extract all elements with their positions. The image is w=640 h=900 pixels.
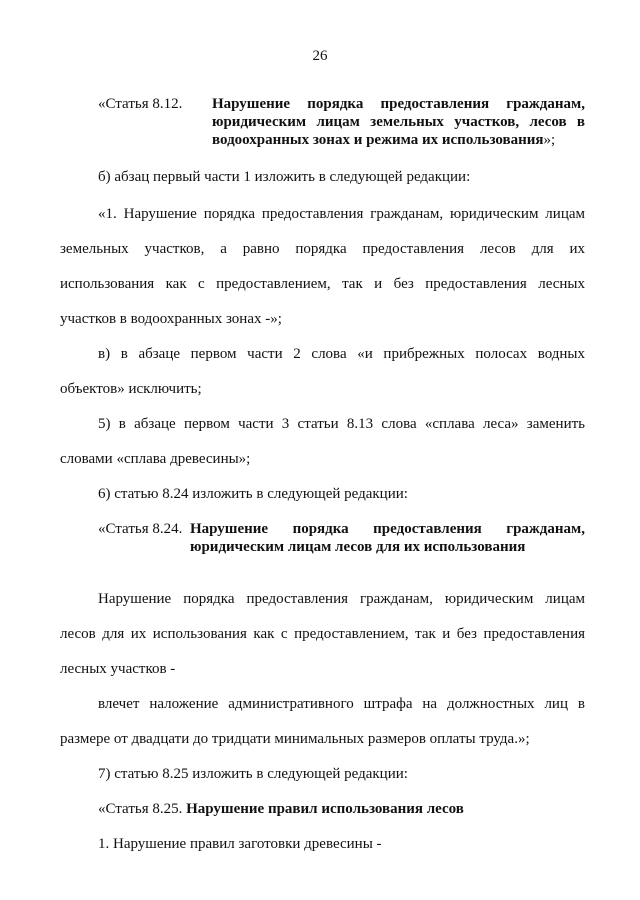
item-v-line2: объектов» исключить; xyxy=(60,381,202,397)
article-8-12-title-line2: юридическим лицам земельных участков, лесов в xyxy=(212,114,585,130)
item-b: б) абзац первый части 1 изложить в следующей редакции: xyxy=(98,169,471,185)
item-7: 7) статью 8.25 изложить в следующей редакции: xyxy=(98,766,408,782)
penalty-line2: размере от двадцати до тридцати минимальных размеров оплаты труда.»; xyxy=(60,731,530,747)
article-8-12-title-line3-bold: водоохранных зонах и режима их использования xyxy=(212,132,544,148)
penalty-line1: влечет наложение административного штрафа на должностных лиц в xyxy=(98,696,585,712)
page-number: 26 xyxy=(312,48,328,64)
para-824-line1: Нарушение порядка предоставления гражданам, юридическим лицам xyxy=(98,591,585,607)
article-8-24-title-line1: Нарушение порядка предоставления гражданам, xyxy=(190,521,585,537)
quote1-line3: использования как с предоставлением, так и без предоставления лесных xyxy=(60,276,585,292)
article-8-12-title-line1: Нарушение порядка предоставления гражданам, xyxy=(212,96,585,112)
article-8-12-title-line3-tail: »; xyxy=(543,132,556,148)
para-824-line3: лесных участков - xyxy=(60,661,176,677)
item-5-line2: словами «сплава древесины»; xyxy=(60,451,251,467)
point-1: 1. Нарушение правил заготовки древесины - xyxy=(98,836,382,852)
quote1-line2: земельных участков, а равно порядка предоставления лесов для их xyxy=(60,241,585,257)
quote1-line1: «1. Нарушение порядка предоставления гражданам, юридическим лицам xyxy=(98,206,585,222)
article-8-24-label: «Статья 8.24. xyxy=(98,521,183,537)
item-v-line1: в) в абзаце первом части 2 слова «и прибрежных полосах водных xyxy=(98,346,585,362)
article-8-12-title-line3 xyxy=(212,131,555,149)
item-5-line1: 5) в абзаце первом части 3 статьи 8.13 слова «сплава леса» заменить xyxy=(98,416,585,432)
article-8-25-label: «Статья 8.25. xyxy=(98,801,183,817)
article-8-25-heading xyxy=(98,800,464,818)
article-8-24-title-line2: юридическим лицам лесов для их использования xyxy=(190,539,526,555)
para-824-line2: лесов для их использования как с предоставлением, так и без предоставления xyxy=(60,626,585,642)
article-8-25-title: Нарушение правил использования лесов xyxy=(186,801,464,817)
article-8-12-label: «Статья 8.12. xyxy=(98,96,183,112)
quote1-line4: участков в водоохранных зонах -»; xyxy=(60,311,282,327)
item-6: 6) статью 8.24 изложить в следующей редакции: xyxy=(98,486,408,502)
